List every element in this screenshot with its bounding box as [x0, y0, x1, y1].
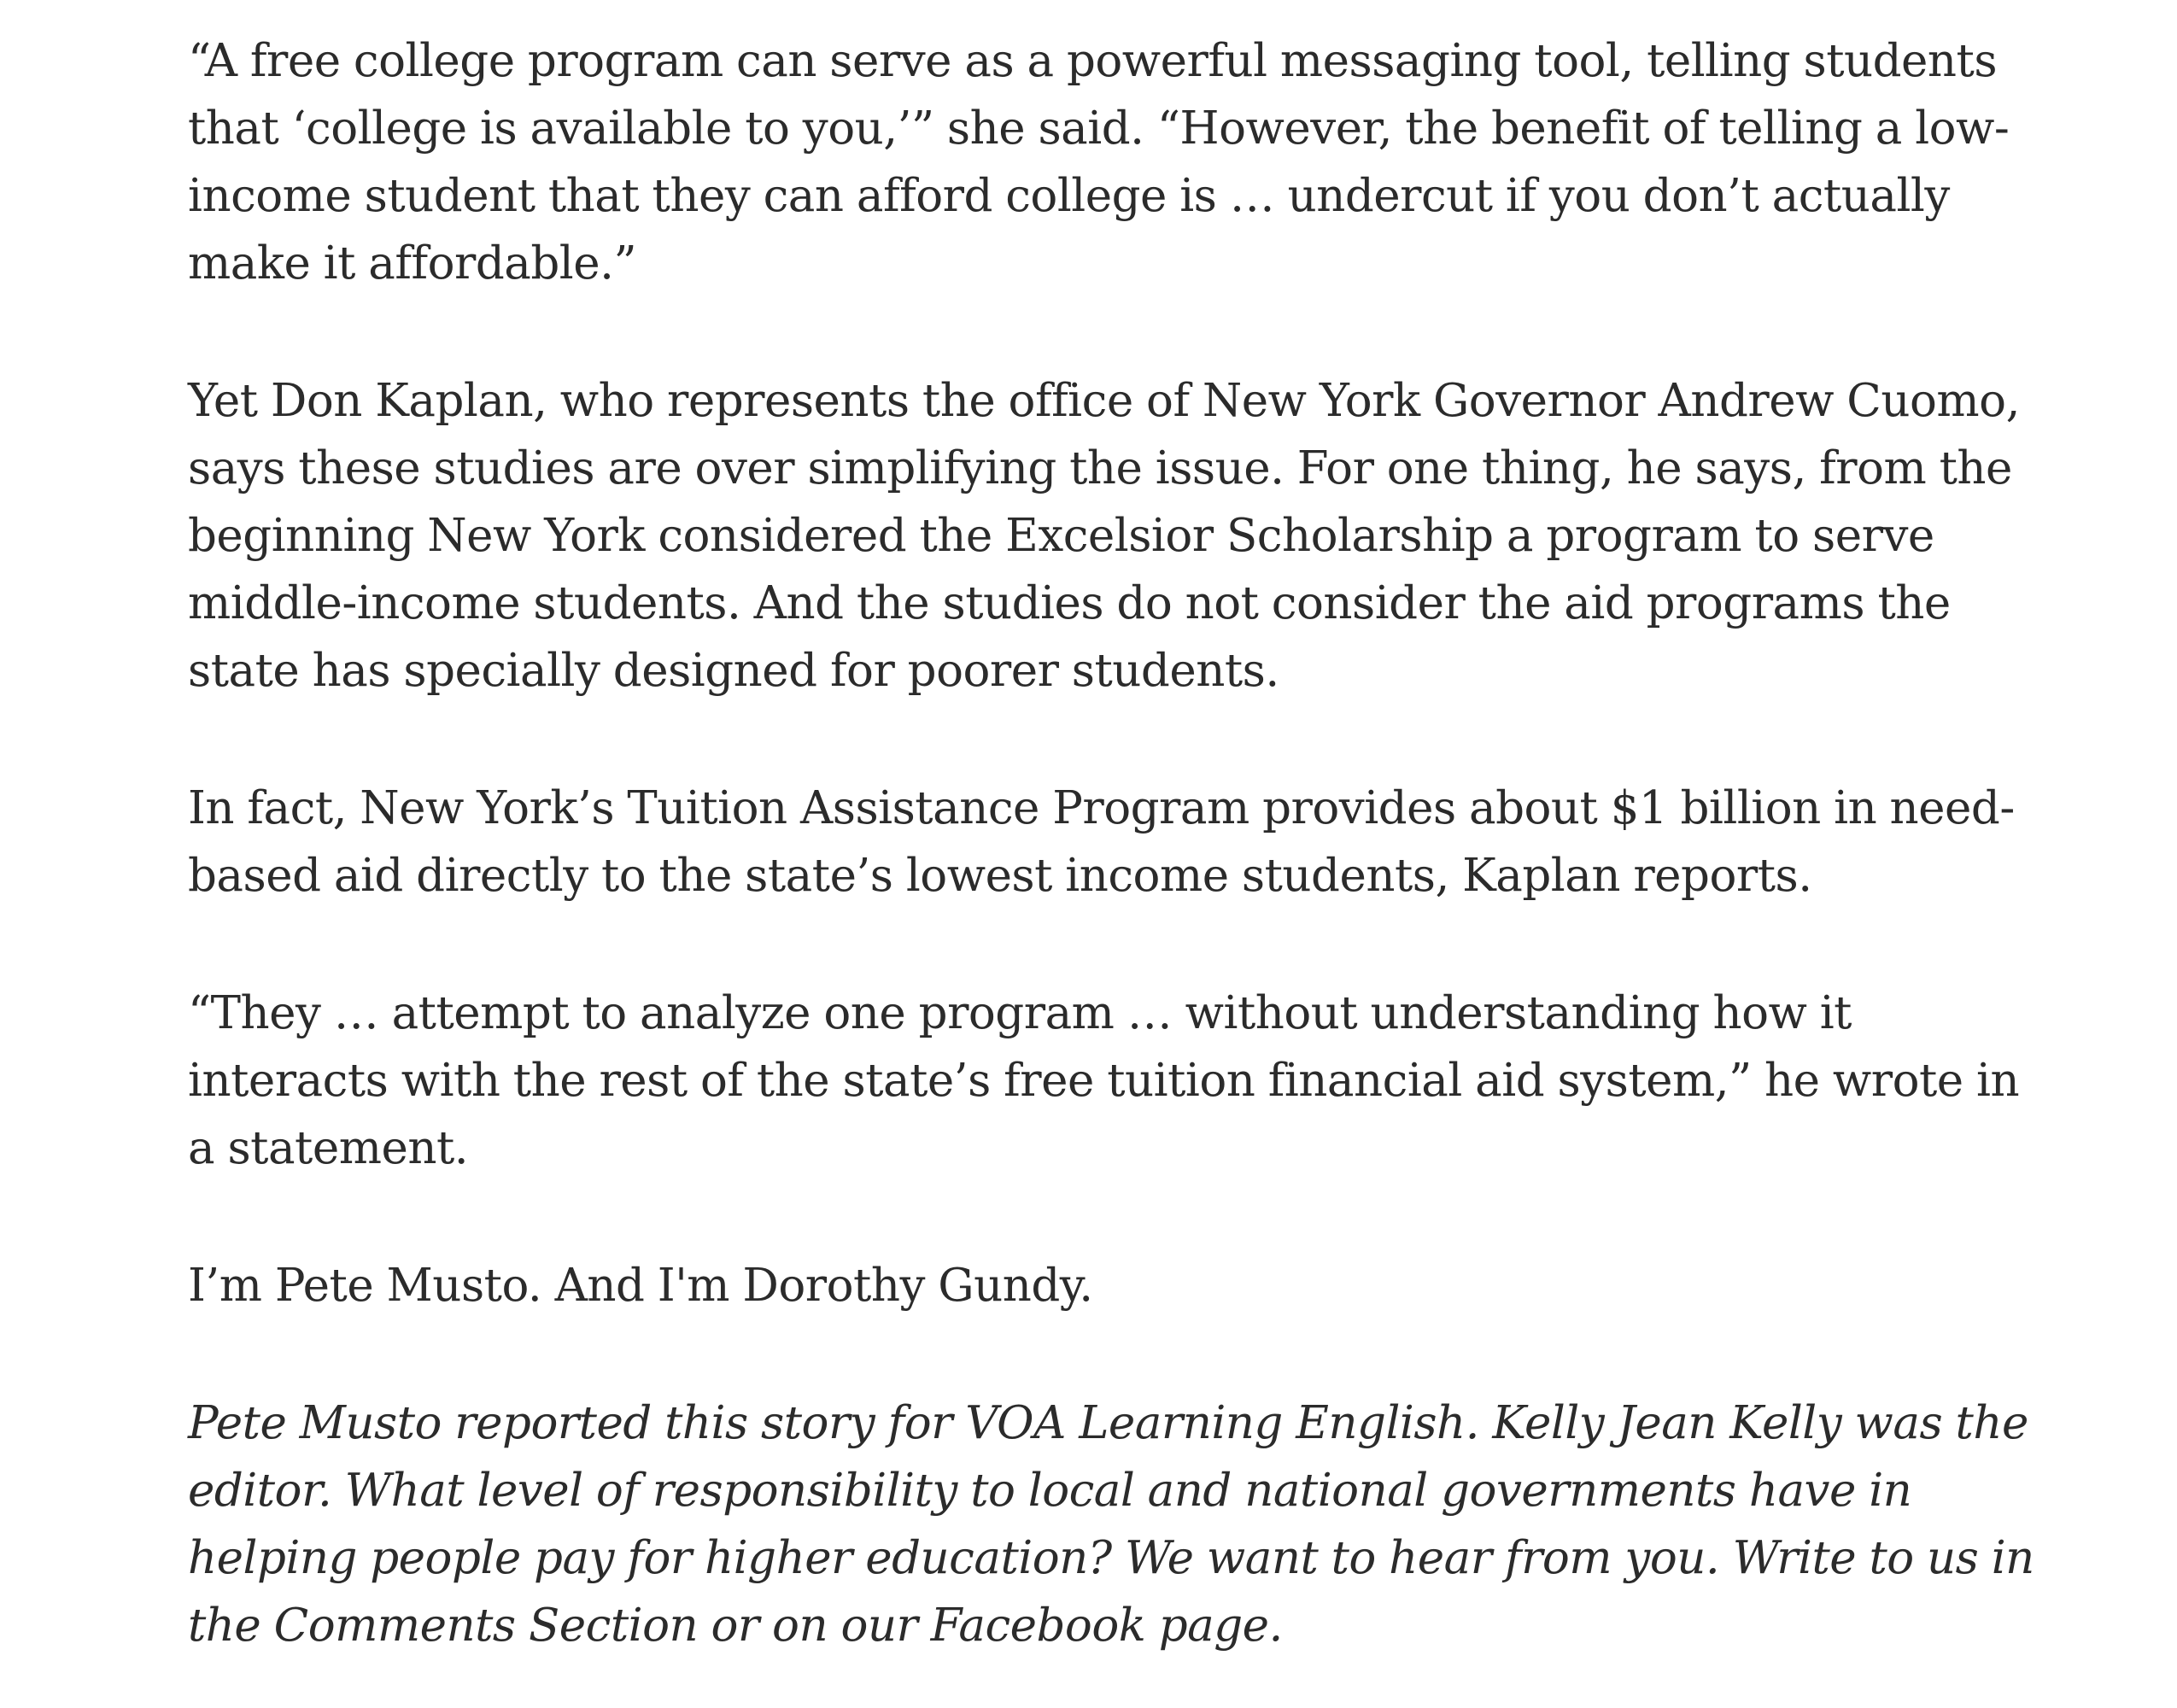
paragraph-tuition-assistance: In fact, New York’s Tuition Assistance Program provides about $1 billion in need-based aid directly to the state’s lowest income students, Kaplan reports.	[188, 782, 2015, 902]
paragraph-quote-free-college: “A free college program can serve as a powerful messaging tool, telling students that ‘college is available to you,’” she said. “However, the benefit of telling a low-income student that they can afford college is … undercut if you don’t actually make it affordable.”	[188, 35, 2010, 290]
paragraph-credits: Pete Musto reported this story for VOA Learning English. Kelly Jean Kelly was the editor. What level of responsibility to local and national governments have in helping people pay for higher education? We want to hear from you. Write to us in the Comments Section or on our Facebook page.	[188, 1397, 2034, 1652]
paragraph-kaplan-statement: “They … attempt to analyze one program … without understanding how it interacts with the rest of the state’s free tuition financial aid system,” he wrote in a statement.	[188, 987, 2020, 1174]
paragraph-kaplan-response: Yet Don Kaplan, who represents the office of New York Governor Andrew Cuomo, says these studies are over simplifying the issue. For one thing, he says, from the beginning New York considered the Excelsior Scholarship a program to serve middle-income students. And the studies do not consider the aid programs the state has specially designed for poorer students.	[188, 375, 2020, 697]
article-body	[188, 27, 2050, 1659]
paragraph-signoff: I’m Pete Musto. And I'm Dorothy Gundy.	[188, 1260, 1093, 1312]
